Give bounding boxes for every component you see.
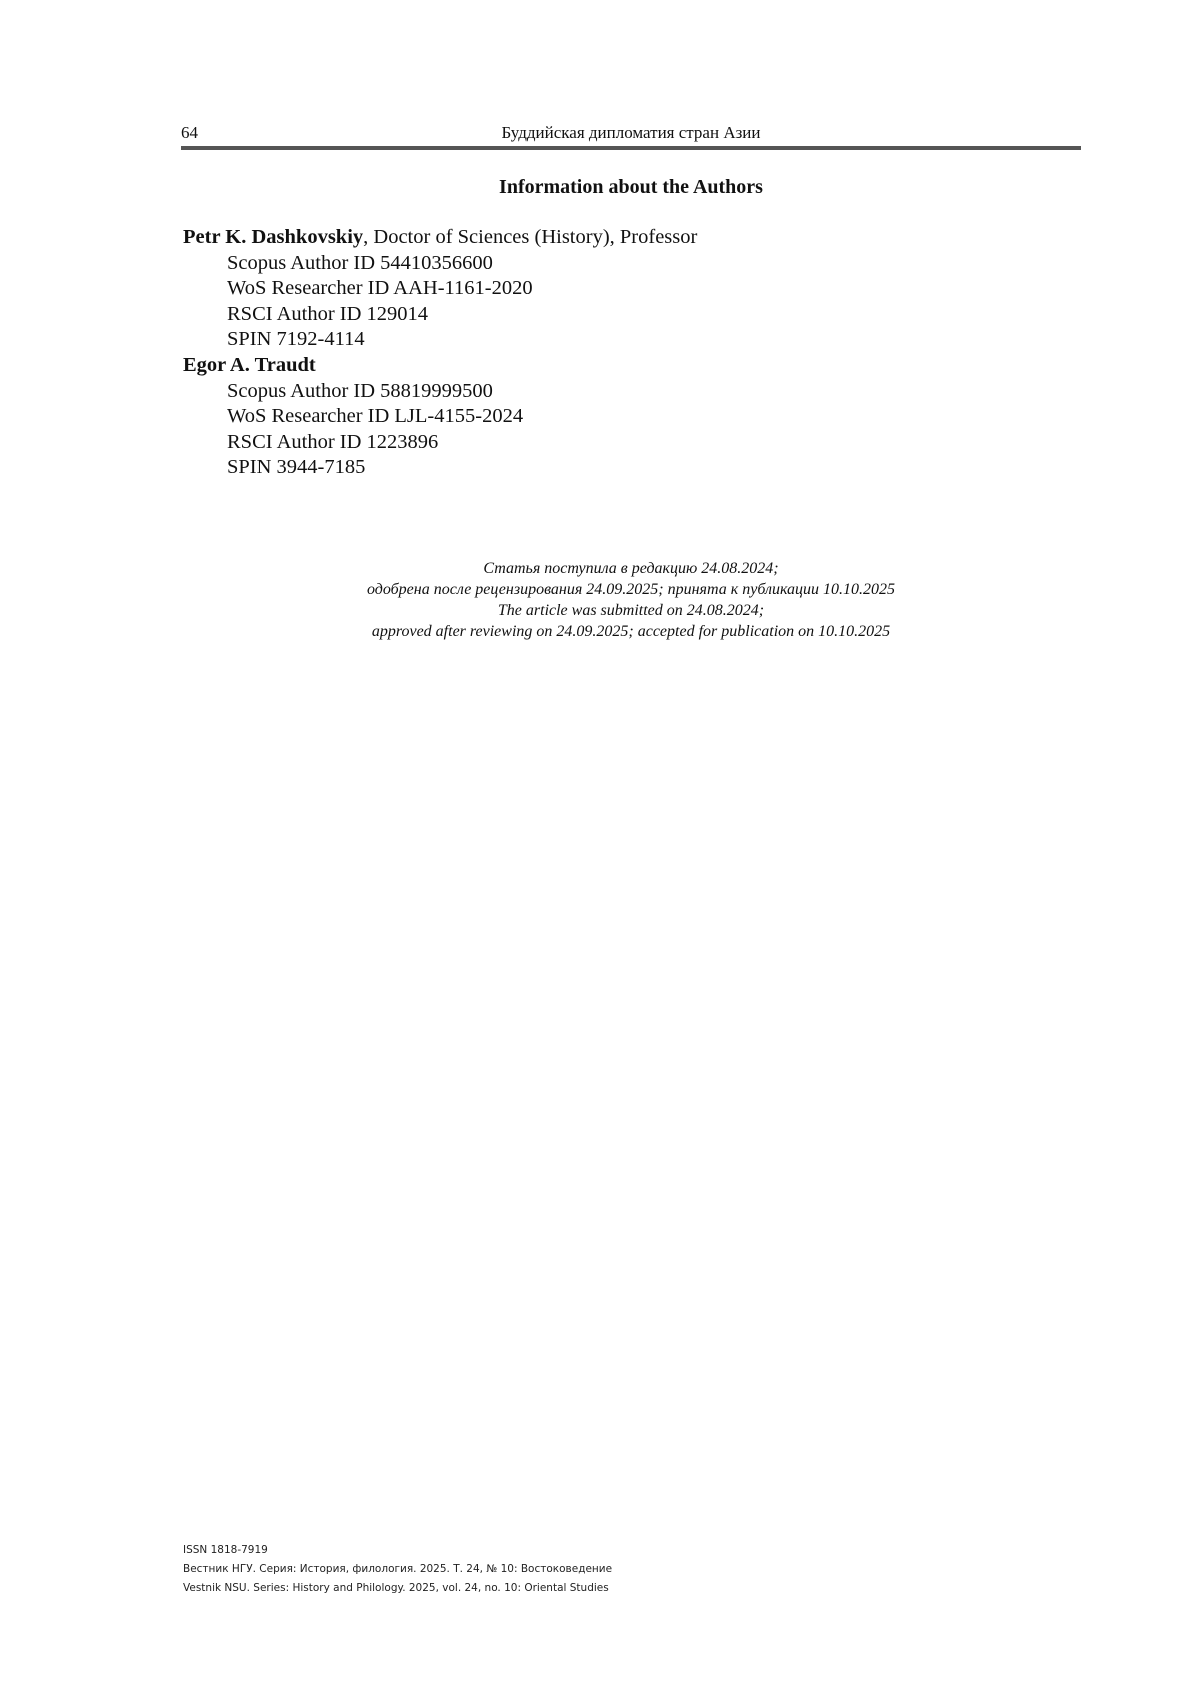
rsci-id: RSCI Author ID 1223896 bbox=[227, 430, 439, 453]
footer-journal-ru: Вестник НГУ. Серия: История, филология. 2025. Т. 24, № 10: Востоковедение bbox=[183, 1563, 613, 1575]
rsci-id: RSCI Author ID 129014 bbox=[227, 302, 429, 325]
author-line bbox=[183, 225, 1063, 251]
date-line-ru-1: Статья поступила в редакцию 24.08.2024; bbox=[483, 560, 779, 577]
wos-id: WoS Researcher ID LJL-4155-2024 bbox=[227, 405, 524, 428]
date-line-en-1: The article was submitted on 24.08.2024; bbox=[497, 602, 765, 619]
spin-id: SPIN 7192-4114 bbox=[227, 328, 365, 351]
section-title: Information about the Authors bbox=[499, 176, 763, 198]
header-rule bbox=[181, 146, 1081, 150]
running-title: Буддийская дипломатия стран Азии bbox=[501, 123, 761, 142]
wos-id: WoS Researcher ID AAH-1161-2020 bbox=[227, 277, 533, 300]
author-block bbox=[183, 225, 1063, 353]
date-line-ru-2: одобрена после рецензирования 24.09.2025; принята к публикации 10.10.2025 bbox=[366, 581, 896, 598]
footer-journal-en: Vestnik NSU. Series: History and Philology. 2025, vol. 24, no. 10: Oriental Studies bbox=[183, 1582, 609, 1594]
author-name: Petr K. Dashkovskiy bbox=[183, 226, 364, 248]
author-credentials: , Doctor of Sciences (History), Professor bbox=[363, 226, 698, 248]
scopus-id: Scopus Author ID 54410356600 bbox=[227, 251, 493, 274]
author-line bbox=[183, 353, 1063, 379]
author-name: Egor A. Traudt bbox=[183, 353, 316, 376]
page-number: 64 bbox=[181, 123, 198, 142]
footer-issn: ISSN 1818-7919 bbox=[183, 1544, 268, 1556]
authors-list bbox=[183, 225, 1063, 481]
page-header bbox=[181, 120, 1081, 146]
scopus-id: Scopus Author ID 58819999500 bbox=[227, 379, 493, 402]
author-block bbox=[183, 353, 1063, 481]
date-line-en-2: approved after reviewing on 24.09.2025; accepted for publication on 10.10.2025 bbox=[371, 623, 891, 640]
spin-id: SPIN 3944-7185 bbox=[227, 456, 366, 479]
page-footer bbox=[183, 1541, 983, 1598]
submission-dates bbox=[181, 558, 1081, 642]
